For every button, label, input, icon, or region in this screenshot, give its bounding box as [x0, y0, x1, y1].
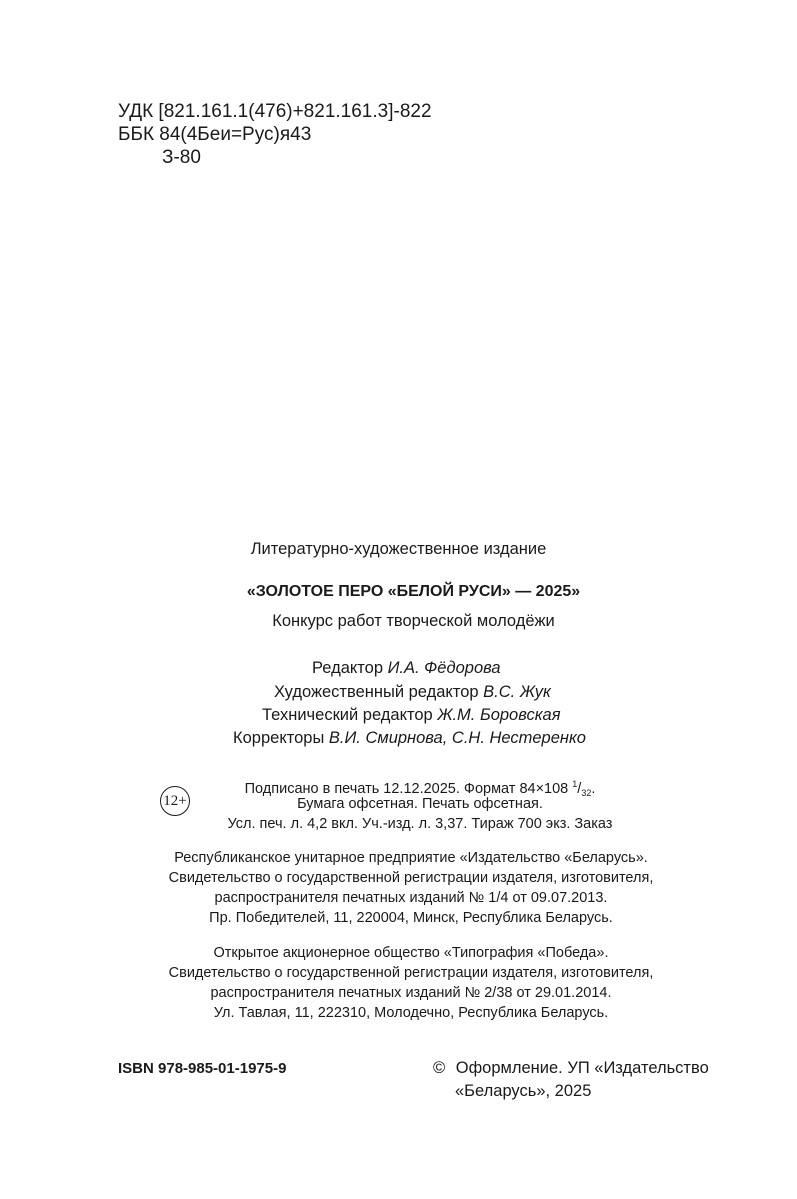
age-rating-badge: 12+ [160, 786, 190, 816]
printer-line: распространителя печатных изданий № 2/38 от 29.01.2014. [210, 985, 612, 1001]
publisher-line: распространителя печатных изданий № 1/4 от 09.07.2013. [214, 890, 608, 906]
publisher-line: Пр. Победителей, 11, 220004, Минск, Республика Беларусь. [209, 910, 613, 926]
credit-person: Ж.М. Боровская [437, 706, 561, 724]
printer-line: Ул. Тавлая, 11, 222310, Молодечно, Республика Беларусь. [213, 1005, 609, 1021]
publisher-line: Республиканское унитарное предприятие «Издательство «Беларусь». [174, 850, 648, 866]
print-signed: Подписано в печать 12.12.2025. Формат 84×108 $^1/_{32}$. [244, 779, 596, 798]
book-title: «ЗОЛОТОЕ ПЕРО «БЕЛОЙ РУСИ» — 2025» [246, 583, 581, 600]
copyright-line-2: «Беларусь», 2025 [455, 1082, 592, 1100]
print-volume: Усл. печ. л. 4,2 вкл. Уч.-изд. л. 3,37. Тираж 700 экз. Заказ [227, 816, 613, 832]
credit-correctors [233, 729, 586, 748]
print-paper: Бумага офсетная. Печать офсетная. [297, 796, 543, 812]
format-denominator: 32 [581, 788, 592, 798]
printer-line: Свидетельство о государственной регистрации издателя, изготовителя, [168, 965, 654, 981]
credit-person: В.И. Смирнова, С.Н. Нестеренко [328, 729, 586, 747]
publisher-line: Свидетельство о государственной регистрации издателя, изготовителя, [168, 870, 654, 886]
bbk-code: ББК 84(4Беи=Рус)я43 [118, 124, 312, 145]
copyright-text: Оформление. УП «Издательство [455, 1059, 709, 1077]
copyright-line-1 [433, 1059, 709, 1078]
credit-editor [312, 659, 501, 678]
udk-code: УДК [821.161.1(476)+821.161.3]-822 [118, 101, 432, 122]
format-end: . [591, 781, 596, 797]
credit-person: В.С. Жук [483, 683, 551, 701]
credit-role: Технический редактор [262, 706, 433, 724]
isbn: ISBN 978-985-01-1975-9 [118, 1060, 287, 1077]
credit-role: Художественный редактор [274, 683, 479, 701]
print-signed-text: Подписано в печать 12.12.2025. Формат 84×108 [244, 781, 569, 797]
credit-tech-editor [262, 706, 561, 725]
printer-line: Открытое акционерное общество «Типография «Победа». [213, 945, 609, 961]
copyright-symbol: © [433, 1059, 446, 1077]
author-mark: З-80 [162, 147, 201, 168]
edition-type: Литературно-художественное издание [250, 540, 547, 558]
credit-role: Корректоры [233, 729, 325, 747]
credit-person: И.А. Фёдорова [387, 659, 501, 677]
format-numerator: 1 [572, 779, 578, 789]
credit-art-editor [274, 683, 551, 702]
book-subtitle: Конкурс работ творческой молодёжи [272, 612, 555, 630]
credit-role: Редактор [312, 659, 384, 677]
